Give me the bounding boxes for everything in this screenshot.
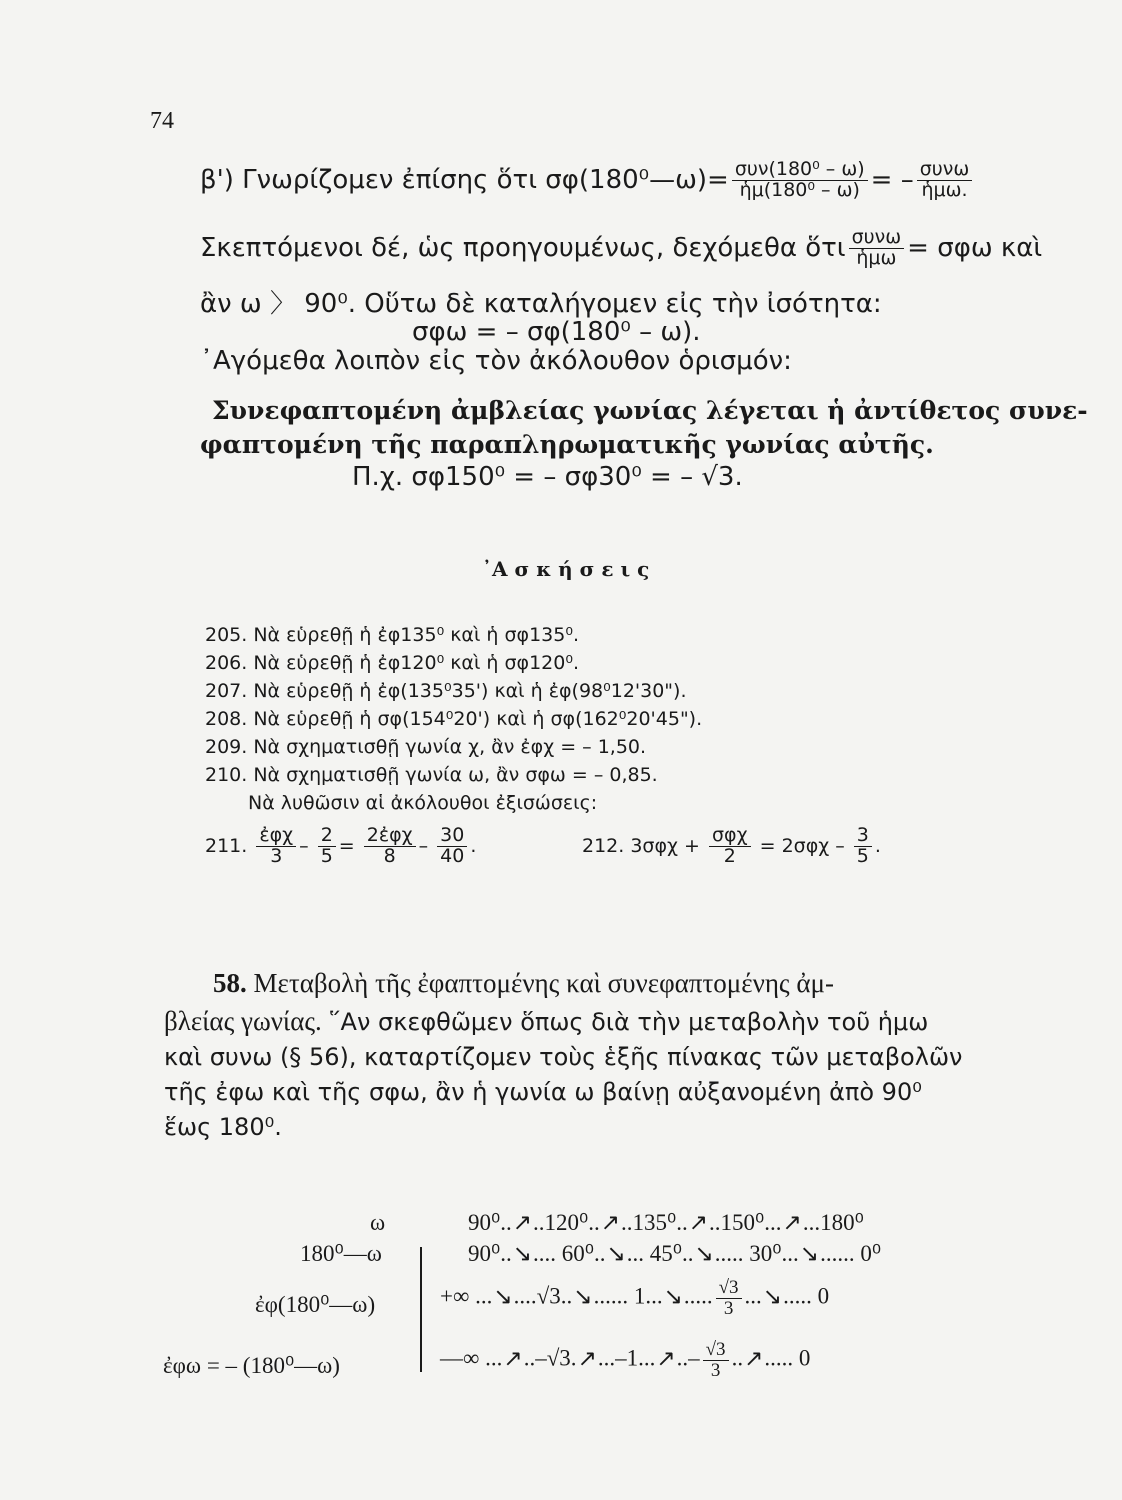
equation-211 (205, 826, 476, 867)
table-row-4 (440, 1340, 810, 1381)
eq211-f1-num: ἐφχ (256, 826, 296, 847)
section-58-line-5: ἕως 180⁰. (164, 1113, 282, 1141)
definition-line-1: Συνεφαπτομένη ἀμβλείας γωνίας λέγεται ἡ ἀντίθετος συνε- (212, 396, 1088, 425)
arrow-up-icon: ↗ (744, 1345, 764, 1371)
table-label-omega: ω (370, 1210, 386, 1235)
row3-cell: ..... (683, 1283, 713, 1309)
row3-fraction (716, 1278, 742, 1319)
fraction-2-denominator: ἡμω. (921, 178, 968, 201)
eq211-end: . (470, 834, 477, 857)
row3-cell: +∞ ... (440, 1283, 493, 1309)
eq211-f3-den: 8 (383, 844, 396, 867)
exercises-title: ᾿Α σ κ ή σ ε ι ς (482, 557, 650, 581)
row1-cell: ..135⁰.. (621, 1210, 688, 1235)
row4-fraction-num: √3 (703, 1340, 729, 1361)
eq211-f1-den: 3 (270, 844, 283, 867)
row1-cell: ...180⁰ (802, 1210, 864, 1235)
equation-212 (582, 826, 881, 867)
fraction-3 (849, 228, 905, 269)
row4-cell: ...–1... (597, 1345, 656, 1371)
example-line: Π.χ. σφ150⁰ = – σφ30⁰ = – √3. (352, 462, 743, 492)
arrow-up-icon: ↗ (503, 1345, 523, 1371)
equation-line: σφω = – σφ(180⁰ – ω). (412, 317, 701, 347)
table-label-tan-180-omega: ἐφ(180⁰—ω) (255, 1292, 376, 1317)
row4-cell: —∞ ... (440, 1345, 503, 1371)
exercise-207: 207. Νὰ εὑρεθῇ ἡ ἐφ(135⁰35') καὶ ἡ ἐφ(98⁰12'30"). (205, 680, 687, 702)
eq212-mid: = 2σφχ – (759, 834, 845, 857)
fraction-1-denominator: ἡμ(180⁰ – ω) (739, 178, 860, 201)
section-58-line-3: καὶ συνω (§ 56), καταρτίζομεν τοὺς ἑξῆς πίνακας τῶν μεταβολῶν (164, 1043, 963, 1071)
row3-cell: ..... 0 (783, 1283, 830, 1309)
eq212-fraction-2 (854, 826, 872, 867)
eq211-fraction-3 (364, 826, 416, 867)
eq211-fraction-1 (256, 826, 296, 867)
arrow-up-icon: ↗ (688, 1210, 709, 1235)
eq211-f2-den: 5 (320, 844, 333, 867)
fraction-3-numerator: συνω (849, 228, 905, 249)
row1-cell: ..150⁰... (709, 1210, 782, 1235)
arrow-up-icon: ↗ (512, 1210, 533, 1235)
paragraph-c-suffix: = σφω καὶ (907, 232, 1043, 263)
arrow-down-icon: ↘ (493, 1283, 513, 1309)
exercise-210: 210. Νὰ σχηματισθῇ γωνία ω, ἂν σφω = – 0,85. (205, 764, 658, 786)
section-number: 58. (213, 968, 247, 998)
table-row-2 (468, 1241, 881, 1267)
table-brace (420, 1247, 436, 1372)
fraction-2 (917, 160, 973, 201)
section-title-1: Μεταβολὴ τῆς ἐφαπτομένης καὶ συνεφαπτομένης ἀμ- (253, 968, 834, 998)
solve-line: Νὰ λυθῶσιν αἱ ἀκόλουθοι ἐξισώσεις: (248, 792, 598, 814)
row2-cell: ...... 0⁰ (820, 1241, 882, 1266)
eq211-op1: – (299, 834, 309, 857)
arrow-down-icon: ↘ (663, 1283, 683, 1309)
section-title-2: βλείας γωνίας. (164, 1006, 322, 1036)
arrow-up-icon: ↗ (656, 1345, 676, 1371)
paragraph-c (200, 228, 1042, 269)
eq211-fraction-2 (318, 826, 336, 867)
section-58-line-2 (164, 1006, 928, 1037)
exercise-209: 209. Νὰ σχηματισθῇ γωνία χ, ἂν ἐφχ = – 1,50. (205, 736, 647, 758)
definition-line-2: φαπτομένη τῆς παραπληρωματικῆς γωνίας αὐτῆς. (200, 430, 934, 459)
eq212-f1-den: 2 (723, 844, 736, 867)
row3-cell: ....√3.. (513, 1283, 573, 1309)
row3-fraction-den: 3 (723, 1297, 734, 1319)
exercise-205: 205. Νὰ εὑρεθῇ ἡ ἐφ135⁰ καὶ ἡ σφ135⁰. (205, 624, 579, 646)
table-row-3 (440, 1278, 829, 1319)
eq212-label: 212. 3σφχ + (582, 834, 700, 857)
eq211-f4-num: 30 (437, 826, 467, 847)
paragraph-b-prefix: β') Γνωρίζομεν ἐπίσης ὅτι σφ(180⁰—ω)= (200, 164, 729, 195)
row1-cell: 90⁰.. (468, 1210, 512, 1235)
arrow-down-icon: ↘ (762, 1283, 783, 1309)
eq212-f2-den: 5 (856, 844, 869, 867)
row4-cell: ..... 0 (764, 1345, 811, 1371)
table-label-180-omega: 180⁰—ω (300, 1241, 382, 1266)
eq212-f2-num: 3 (854, 826, 872, 847)
row4-cell: ..– (676, 1345, 700, 1371)
arrow-up-icon: ↗ (577, 1345, 597, 1371)
section-58-line-4: τῆς ἐφω καὶ τῆς σφω, ἂν ἡ γωνία ω βαίνῃ αὐξανομένη ἀπὸ 90⁰ (164, 1078, 922, 1106)
section-line-2-text: ῞Αν σκεφθῶμεν ὅπως διὰ τὴν μεταβολὴν τοῦ ἡμω (328, 1008, 929, 1036)
line-agometha: ᾿Αγόμεθα λοιπὸν εἰς τὸν ἀκόλουθον ὁρισμόν: (200, 346, 792, 376)
row3-cell: ... (744, 1283, 762, 1309)
eq212-f1-num: σφχ (709, 826, 751, 847)
fraction-3-denominator: ἡμω (856, 246, 897, 269)
row4-fraction-den: 3 (710, 1359, 721, 1381)
eq212-end: . (874, 834, 881, 857)
eq212-fraction-1 (709, 826, 751, 867)
eq211-f2-num: 2 (318, 826, 336, 847)
paragraph-b-equals: = – (870, 164, 914, 195)
row3-cell: ...... 1... (593, 1283, 663, 1309)
row4-fraction (703, 1340, 729, 1381)
page-number: 74 (150, 108, 174, 134)
arrow-down-icon: ↘ (799, 1241, 820, 1266)
section-58-title-line-1 (213, 968, 834, 999)
eq211-f3-num: 2ἐφχ (364, 826, 416, 847)
row1-cell: ..120⁰.. (533, 1210, 600, 1235)
arrow-down-icon: ↘ (512, 1241, 533, 1266)
arrow-up-icon: ↗ (600, 1210, 621, 1235)
row2-cell: ... 45⁰.. (626, 1241, 694, 1266)
exercise-208: 208. Νὰ εὑρεθῇ ἡ σφ(154⁰20') καὶ ἡ σφ(162⁰20'45"). (205, 708, 703, 730)
fraction-2-numerator: συνω (917, 160, 973, 181)
row3-fraction-num: √3 (716, 1278, 742, 1299)
arrow-down-icon: ↘ (694, 1241, 714, 1266)
eq211-label: 211. (205, 834, 248, 857)
eq211-op2: = (338, 834, 355, 857)
line-an: ἂν ω 〉 90⁰. Οὕτω δὲ καταλήγομεν εἰς τὴν ἰσότητα: (200, 289, 882, 319)
fraction-1 (732, 160, 868, 201)
row4-cell: .. (731, 1345, 744, 1371)
row2-cell: ..... 30⁰... (714, 1241, 799, 1266)
row2-cell: 90⁰.. (468, 1241, 512, 1266)
row4-cell: ..–√3. (523, 1345, 577, 1371)
eq211-op3: – (418, 834, 429, 857)
table-row-1 (468, 1210, 864, 1236)
fraction-1-numerator: συν(180⁰ – ω) (732, 160, 868, 181)
table-label-tan-omega: ἐφω = – (180⁰—ω) (163, 1353, 340, 1378)
arrow-up-icon: ↗ (782, 1210, 802, 1235)
paragraph-c-prefix: Σκεπτόμενοι δέ, ὡς προηγουμένως, δεχόμεθα ὅτι (200, 232, 846, 263)
arrow-down-icon: ↘ (573, 1283, 593, 1309)
eq211-fraction-4 (437, 826, 467, 867)
paragraph-b (200, 160, 975, 201)
exercise-206: 206. Νὰ εὑρεθῇ ἡ ἐφ120⁰ καὶ ἡ σφ120⁰. (205, 652, 579, 674)
arrow-down-icon: ↘ (606, 1241, 626, 1266)
eq211-f4-den: 40 (440, 844, 465, 867)
row2-cell: .... 60⁰.. (533, 1241, 606, 1266)
